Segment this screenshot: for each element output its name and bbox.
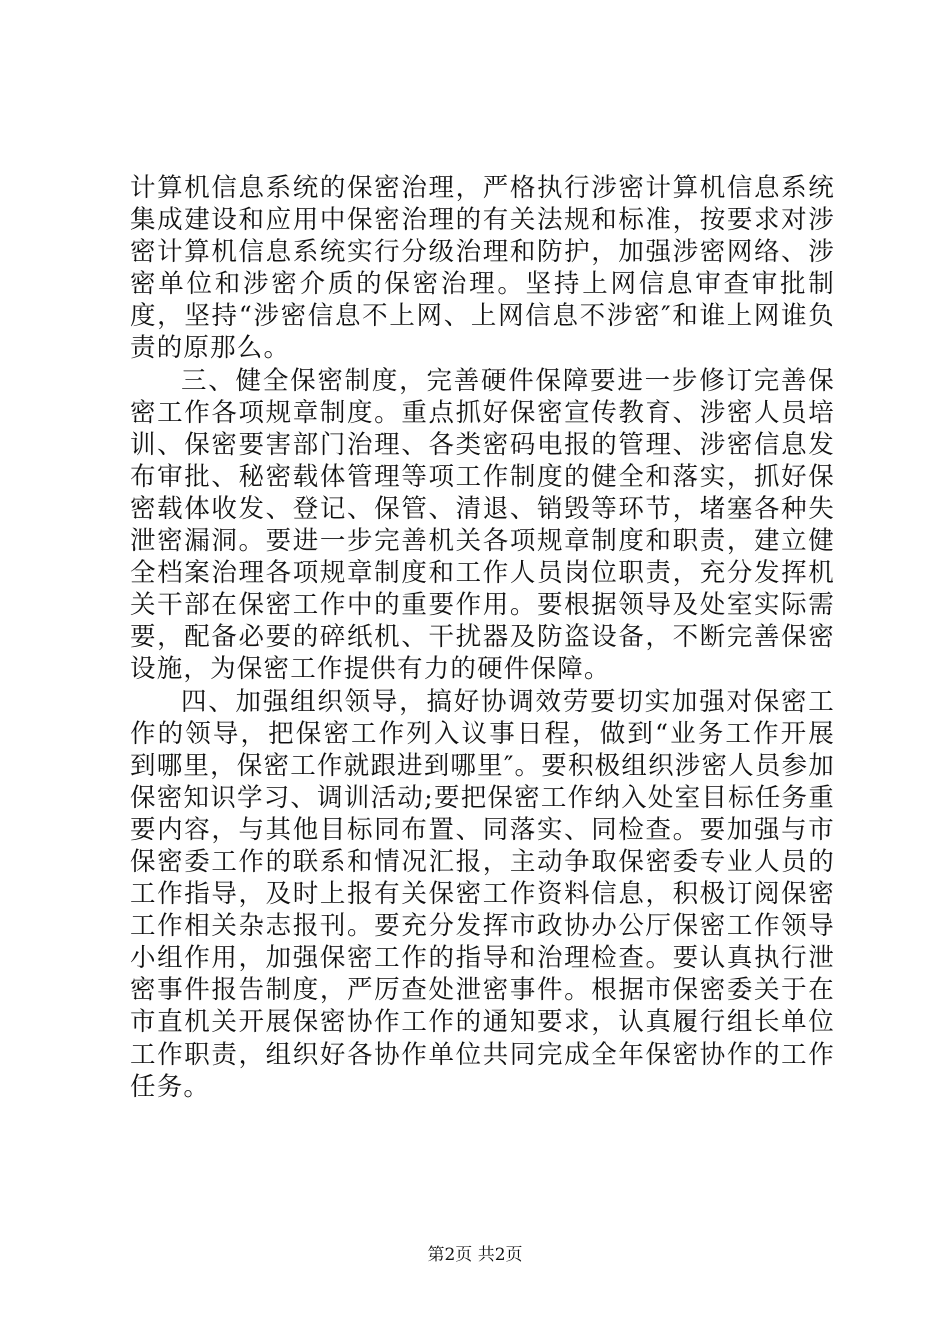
document-body <box>130 172 835 1103</box>
paragraph-section-three: 三、健全保密制度，完善硬件保障要进一步修订完善保密工作各项规章制度。重点抓好保密宣传教育、涉密人员培训、保密要害部门治理、各类密码电报的管理、涉密信息发布审批、秘密载体管理等项工作制度的健全和落实，抓好保密载体收发、登记、保管、清退、销毁等环节，堵塞各种失泄密漏洞。要进一步完善机关各项规章制度和职责，建立健全档案治理各项规章制度和工作人员岗位职责，充分发挥机关干部在保密工作中的重要作用。要根据领导及处室实际需要，配备必要的碎纸机、干扰器及防盗设备，不断完善保密设施，为保密工作提供有力的硬件保障。 <box>130 365 835 685</box>
paragraph-section-four: 四、加强组织领导，搞好协调效劳要切实加强对保密工作的领导，把保密工作列入议事日程，做到“业务工作开展到哪里，保密工作就跟进到哪里″。要积极组织涉密人员参加保密知识学习、调训活动;要把保密工作纳入处室目标任务重要内容，与其他目标同布置、同落实、同检查。要加强与市保密委工作的联系和情况汇报，主动争取保密委专业人员的工作指导，及时上报有关保密工作资料信息，积极订阅保密工作相关杂志报刊。要充分发挥市政协办公厅保密工作领导小组作用，加强保密工作的指导和治理检查。要认真执行泄密事件报告制度，严厉查处泄密事件。根据市保密委关于在市直机关开展保密协作工作的通知要求，认真履行组长单位工作职责，组织好各协作单位共同完成全年保密协作的工作任务。 <box>130 686 835 1102</box>
paragraph-continuation: 计算机信息系统的保密治理，严格执行涉密计算机信息系统集成建设和应用中保密治理的有关法规和标准，按要求对涉密计算机信息系统实行分级治理和防护，加强涉密网络、涉密单位和涉密介质的保密治理。坚持上网信息审查审批制度，坚持“涉密信息不上网、上网信息不涉密″和谁上网谁负责的原那么。 <box>130 173 835 364</box>
page-number-footer: 第2页 共2页 <box>427 1245 523 1265</box>
